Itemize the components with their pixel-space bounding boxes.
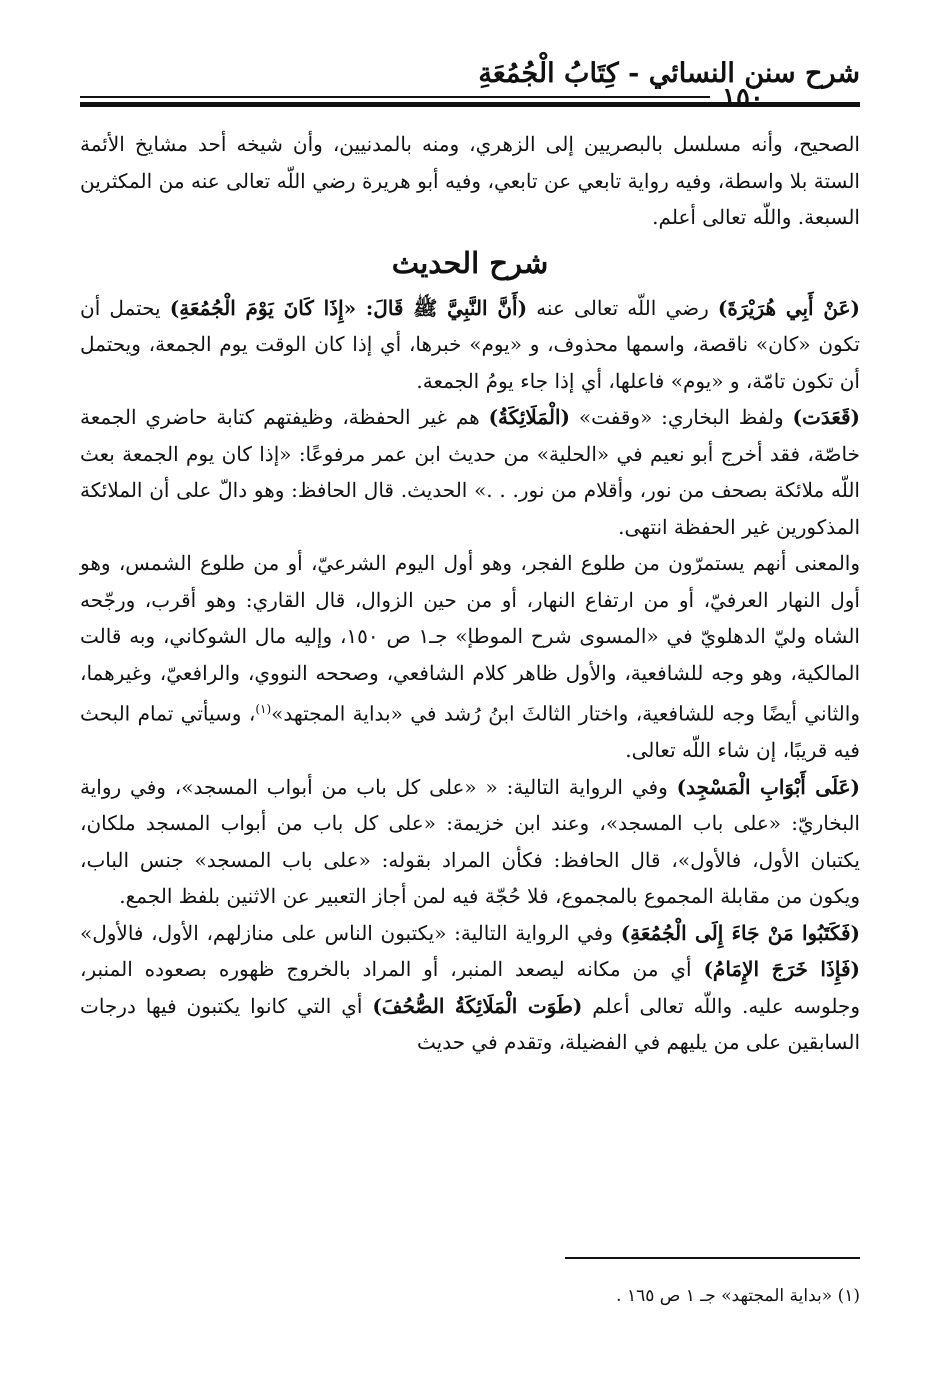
header-rule	[80, 96, 710, 98]
hadith-phrase: (فَكَتَبُوا مَنْ جَاءَ إِلَى الْجُمُعَةِ)	[620, 920, 860, 945]
page-number: ١٥٠	[722, 83, 764, 113]
footnote-1: (١) «بداية المجتهد» جـ ١ ص ١٦٥ .	[616, 1286, 860, 1306]
paragraph-4	[80, 769, 860, 915]
intro-paragraph: الصحيح، وأنه مسلسل بالبصريين إلى الزهري، ومنه بالمدنيين، وأن شيخه أحد مشايخ الأئمة الستة بلا واسطة، وفيه رواية تابعي عن تابعي، وفيه أبو هريرة رضي اللّه تعالى عنه من المكثرين السبعة. واللّه تعالى أعلم.	[80, 132, 860, 229]
commentary-text: أي التي كانوا يكتبون فيها درجات السابقين على من يليهم في الفضيلة، وتقدم في حديث	[80, 993, 860, 1055]
commentary-text: والمعنى أنهم يستمرّون من طلوع الفجر، وهو أول اليوم الشرعيّ، أو من طلوع الشمس، وهو أول النهار العرفيّ، أو من ارتفاع النهار، أو من حين الزوال، قال القاري: وهو أقرب، ورجّحه الشاه وليّ الدهلويّ في «المسوى شرح الموطإ» جـ١ ص ١٥٠، وإليه مال الشوكاني، وبه قالت المالكية، وهو وجه للشافعية، والأول ظاهر كلام الشافعي، وصححه النووي، والرافعيّ، وغيرهما، والثاني أيضًا وجه للشافعية، واختار الثالثَ ابنُ رُشد في «بداية المجتهد»	[80, 551, 860, 726]
body-text	[80, 126, 860, 1061]
paragraph-2	[80, 399, 860, 545]
commentary-text: وفي الرواية التالية: « «على كل باب من أبواب المسجد»، وفي رواية البخاريّ: «على باب المسجد»، وعند ابن خزيمة: «على كل باب من أبواب المسجد ملكان، يكتبان الأول، فالأول»، قال الحافظ: فكأن المراد بقوله: «على باب المسجد» جنس الباب، ويكون من مقابلة المجموع بالمجموع، فلا حُجّة فيه لمن أجاز التعبير عن الاثنين بلفظ الجمع.	[80, 774, 860, 909]
hadith-phrase: (طَوَت الْمَلَائِكَةُ الصُّحُفَ)	[372, 993, 583, 1018]
footnote-marker[interactable]: (١)	[255, 702, 272, 716]
hadith-phrase: (عَلَى أَبْوَابِ الْمَسْجِد)	[676, 774, 860, 799]
hadith-phrase: (أَنَّ النَّبِيَّ ﷺ قَالَ: «إِذَا كَانَ يَوْمَ الْجُمُعَةِ)	[169, 295, 528, 320]
commentary-text: رضي اللّه تعالى عنه	[527, 295, 718, 320]
paragraph-1	[80, 290, 860, 400]
commentary-text: أي من مكانه ليصعد المنبر، أو المراد بالخروج ظهوره بصعوده المنبر، وجلوسه عليه. واللّه تعالى أعلم	[80, 957, 860, 1018]
hadith-phrase: (عَنْ أَبِي هُرَيْرَةَ)	[717, 295, 860, 320]
running-title: شرح سنن النسائي - كِتَابُ الْجُمُعَةِ	[478, 58, 860, 89]
paragraph-5	[80, 915, 860, 1061]
commentary-text: ، وسيأتي تمام البحث فيه قريبًا، إن شاء اللّه تعالى.	[80, 701, 860, 763]
section-title: شرح الحديث	[391, 245, 549, 280]
hadith-phrase: (الْمَلَائِكَةُ)	[488, 405, 570, 429]
hadith-phrase: (قَعَدَت)	[792, 405, 860, 429]
paragraph-3	[80, 545, 860, 769]
commentary-text: يحتمل أن تكون «كان» ناقصة، واسمها محذوف، و «يوم» خبرها، أي إذا كان الوقت يوم الجمعة، ويحتمل أن تكون تامّة، و «يوم» فاعلها، أي إذا جاء يومُ الجمعة.	[80, 295, 860, 393]
footnote-rule	[565, 1257, 860, 1259]
commentary-text: وفي الرواية التالية: «يكتبون الناس على منازلهم، الأول، فالأول»	[80, 920, 621, 945]
commentary-text: ولفظ البخاري: «وقفت»	[570, 405, 793, 429]
hadith-phrase: (فَإِذَا خَرَجَ الإِمَامُ)	[703, 957, 860, 982]
commentary-text: هم غير الحفظة، وظيفتهم كتابة حاضري الجمعة خاصّة، فقد أخرج أبو نعيم في «الحلية» من حديث ابن عمر مرفوعًا: «إذا كان يوم الجمعة بعث اللّه ملائكة بصحف من نور، وأقلام من نور. . .» الحديث. قال الحافظ: وهو دالّ على أن الملائكة المذكورين غير الحفظة انتهى.	[80, 405, 860, 539]
